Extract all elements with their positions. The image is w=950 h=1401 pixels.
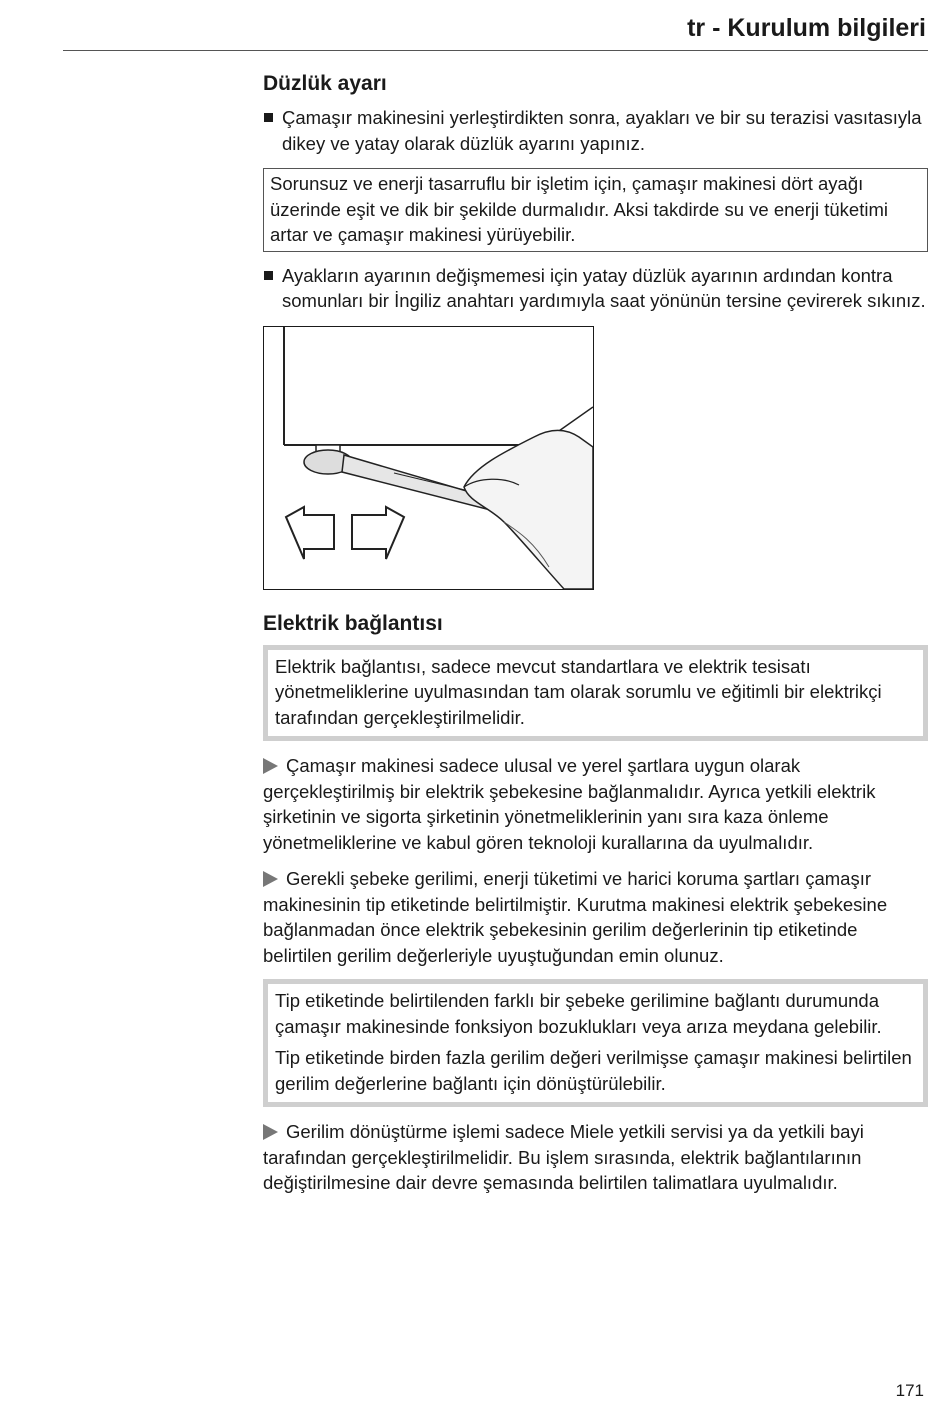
electric-warning-box <box>263 645 928 742</box>
wrench-foot-drawing <box>264 327 593 589</box>
square-bullet-icon <box>264 113 273 122</box>
rotate-right-arrow-icon <box>352 507 404 559</box>
square-bullet-icon <box>264 271 273 280</box>
leveling-bullet-1 <box>263 105 928 156</box>
leveling-note-box <box>263 168 928 252</box>
rotate-left-arrow-icon <box>286 507 334 559</box>
electric-para-1 <box>263 753 928 855</box>
electric-para-2-text: Gerekli şebeke gerilimi, enerji tüketimi ve harici koruma şartları çamaşır makinesinin tip etiketinde belirtilmiştir. Kurutma makinesi elektrik şebekesine bağlanmadan önce elektrik şebekesinin gerilim değerlerinin tip etiketinde belirtilen gerilim değerleriyle uyuştuğundan emin olunuz. <box>263 868 888 966</box>
leveling-bullet-2-text: Ayakların ayarının değişmemesi için yatay düzlük ayarının ardından kontra somunları bir İngiliz anahtarı yardımıyla saat yönünün tersine çevirerek sıkınız. <box>282 264 926 311</box>
wrench-illustration <box>263 326 594 590</box>
header-rule <box>63 50 928 51</box>
electric-heading: Elektrik bağlantısı <box>263 611 443 635</box>
voltage-warning-text-1: Tip etiketinde belirtilenden farklı bir şebeke gerilimine bağlantı durumunda çamaşır makinesinde fonksiyon bozuklukları veya arıza meydana gelebilir. <box>275 990 882 1037</box>
page-header-title: tr - Kurulum bilgileri <box>687 14 926 42</box>
hand-shape <box>464 430 593 589</box>
triangle-arrow-icon <box>263 1124 278 1140</box>
leveling-bullet-2 <box>263 263 928 314</box>
page-content <box>263 70 928 1207</box>
electric-para-3 <box>263 1119 928 1196</box>
electric-para-2 <box>263 866 928 968</box>
triangle-arrow-icon <box>263 871 278 887</box>
voltage-warning-text-2: Tip etiketinde birden fazla gerilim değeri verilmişse çamaşır makinesi belirtilen gerilim değerlerine bağlantı için dönüştürülebilir. <box>275 1047 912 1094</box>
leveling-note-text: Sorunsuz ve enerji tasarruflu bir işletim için, çamaşır makinesi dört ayağı üzerinde eşit ve dik bir şekilde durmalıdır. Aksi takdirde su ve enerji tüketimi artar ve çamaşır makinesi yürüyebilir. <box>270 173 888 245</box>
page-number: 171 <box>895 1381 924 1400</box>
leveling-heading: Düzlük ayarı <box>263 72 387 95</box>
electric-warning-text: Elektrik bağlantısı, sadece mevcut standartlara ve elektrik tesisatı yönetmeliklerine uyulmasından tam olarak sorumlu ve eğitimli bir elektrikçi tarafından gerçekleştirilmelidir. <box>275 655 882 728</box>
voltage-warning-box <box>263 979 928 1107</box>
electric-para-3-text: Gerilim dönüştürme işlemi sadece Miele yetkili servisi ya da yetkili bayi tarafından gerçekleştirilmelidir. Bu işlem sırasında, elektrik bağlantılarının değiştirilmesine dair devre şemasında belirtilen talimatlara uyulmalıdır. <box>263 1121 864 1193</box>
leveling-bullet-1-text: Çamaşır makinesini yerleştirdikten sonra, ayakları ve bir su terazisi vasıtasıyla dikey ve yatay olarak düzlük ayarını yapınız. <box>282 107 922 154</box>
electric-para-1-text: Çamaşır makinesi sadece ulusal ve yerel şartlara uygun olarak gerçekleştirilmiş bir elektrik şebekesine bağlanmalıdır. Ayrıca yetkili elektrik şirketinin ve sigorta şirketinin yönetmeliklerinin yanı sıra kaza önleme yönetmeliklerine ve kabul gören teknoloji kurallarına da uyulmalıdır. <box>263 755 876 853</box>
triangle-arrow-icon <box>263 758 278 774</box>
